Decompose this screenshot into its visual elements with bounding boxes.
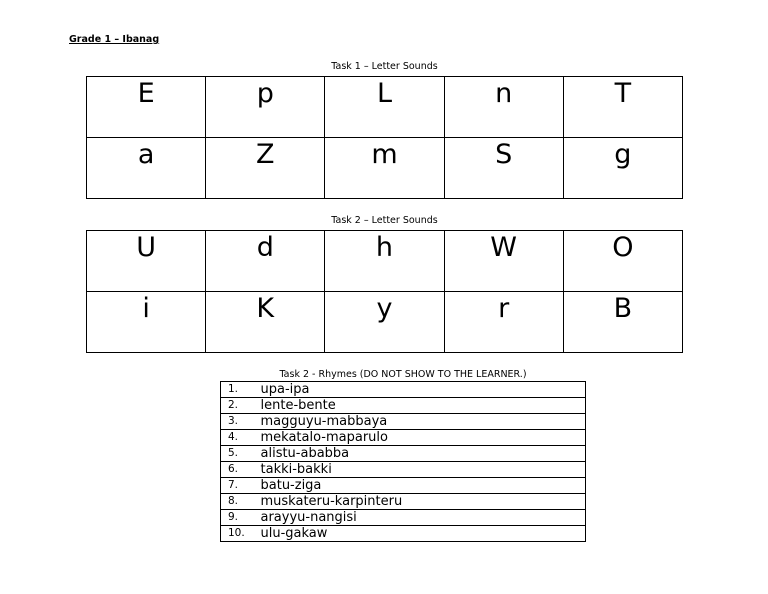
task1-letter-table bbox=[86, 76, 683, 199]
rhyme-text: lente-bente bbox=[261, 398, 586, 414]
task1-caption: Task 1 – Letter Sounds bbox=[331, 61, 438, 72]
letter-cell: B bbox=[563, 292, 682, 353]
letter-cell: i bbox=[87, 292, 206, 353]
letter-cell: m bbox=[325, 138, 444, 199]
letter-cell: K bbox=[206, 292, 325, 353]
rhyme-text: takki-bakki bbox=[261, 462, 586, 478]
letter-cell: O bbox=[563, 231, 682, 292]
rhyme-text: ulu-gakaw bbox=[261, 526, 586, 542]
table-row bbox=[221, 510, 586, 526]
letter-cell: S bbox=[444, 138, 563, 199]
rhyme-text: alistu-ababba bbox=[261, 446, 586, 462]
rhyme-number: 4. bbox=[221, 430, 261, 446]
table-row bbox=[221, 462, 586, 478]
letter-cell: n bbox=[444, 77, 563, 138]
rhyme-number: 5. bbox=[221, 446, 261, 462]
rhyme-text: upa-ipa bbox=[261, 382, 586, 398]
table-row bbox=[87, 231, 683, 292]
document-title: Grade 1 – Ibanag bbox=[69, 34, 160, 45]
rhyme-text: muskateru-karpinteru bbox=[261, 494, 586, 510]
rhyme-number: 2. bbox=[221, 398, 261, 414]
task2-caption: Task 2 – Letter Sounds bbox=[331, 215, 438, 226]
letter-cell: y bbox=[325, 292, 444, 353]
rhyme-number: 8. bbox=[221, 494, 261, 510]
table-row bbox=[221, 414, 586, 430]
rhyme-text: magguyu-mabbaya bbox=[261, 414, 586, 430]
rhyme-text: arayyu-nangisi bbox=[261, 510, 586, 526]
rhyme-number: 1. bbox=[221, 382, 261, 398]
rhyme-number: 3. bbox=[221, 414, 261, 430]
task2-letter-table bbox=[86, 230, 683, 353]
table-row bbox=[221, 526, 586, 542]
rhyme-text: batu-ziga bbox=[261, 478, 586, 494]
table-row bbox=[87, 138, 683, 199]
letter-cell: a bbox=[87, 138, 206, 199]
rhyme-number: 7. bbox=[221, 478, 261, 494]
table-row bbox=[87, 292, 683, 353]
letter-cell: g bbox=[563, 138, 682, 199]
letter-cell: d bbox=[206, 231, 325, 292]
table-row bbox=[87, 77, 683, 138]
table-row bbox=[221, 430, 586, 446]
table-row bbox=[221, 494, 586, 510]
table-row bbox=[221, 382, 586, 398]
letter-cell: p bbox=[206, 77, 325, 138]
letter-cell: W bbox=[444, 231, 563, 292]
rhymes-table bbox=[220, 381, 586, 542]
letter-cell: U bbox=[87, 231, 206, 292]
rhymes-caption: Task 2 - Rhymes (DO NOT SHOW TO THE LEARNER.) bbox=[279, 369, 527, 380]
table-row bbox=[221, 478, 586, 494]
rhyme-number: 10. bbox=[221, 526, 261, 542]
rhyme-text: mekatalo-maparulo bbox=[261, 430, 586, 446]
letter-cell: r bbox=[444, 292, 563, 353]
letter-cell: E bbox=[87, 77, 206, 138]
letter-cell: L bbox=[325, 77, 444, 138]
letter-cell: Z bbox=[206, 138, 325, 199]
table-row bbox=[221, 446, 586, 462]
rhyme-number: 9. bbox=[221, 510, 261, 526]
rhyme-number: 6. bbox=[221, 462, 261, 478]
letter-cell: T bbox=[563, 77, 682, 138]
table-row bbox=[221, 398, 586, 414]
letter-cell: h bbox=[325, 231, 444, 292]
